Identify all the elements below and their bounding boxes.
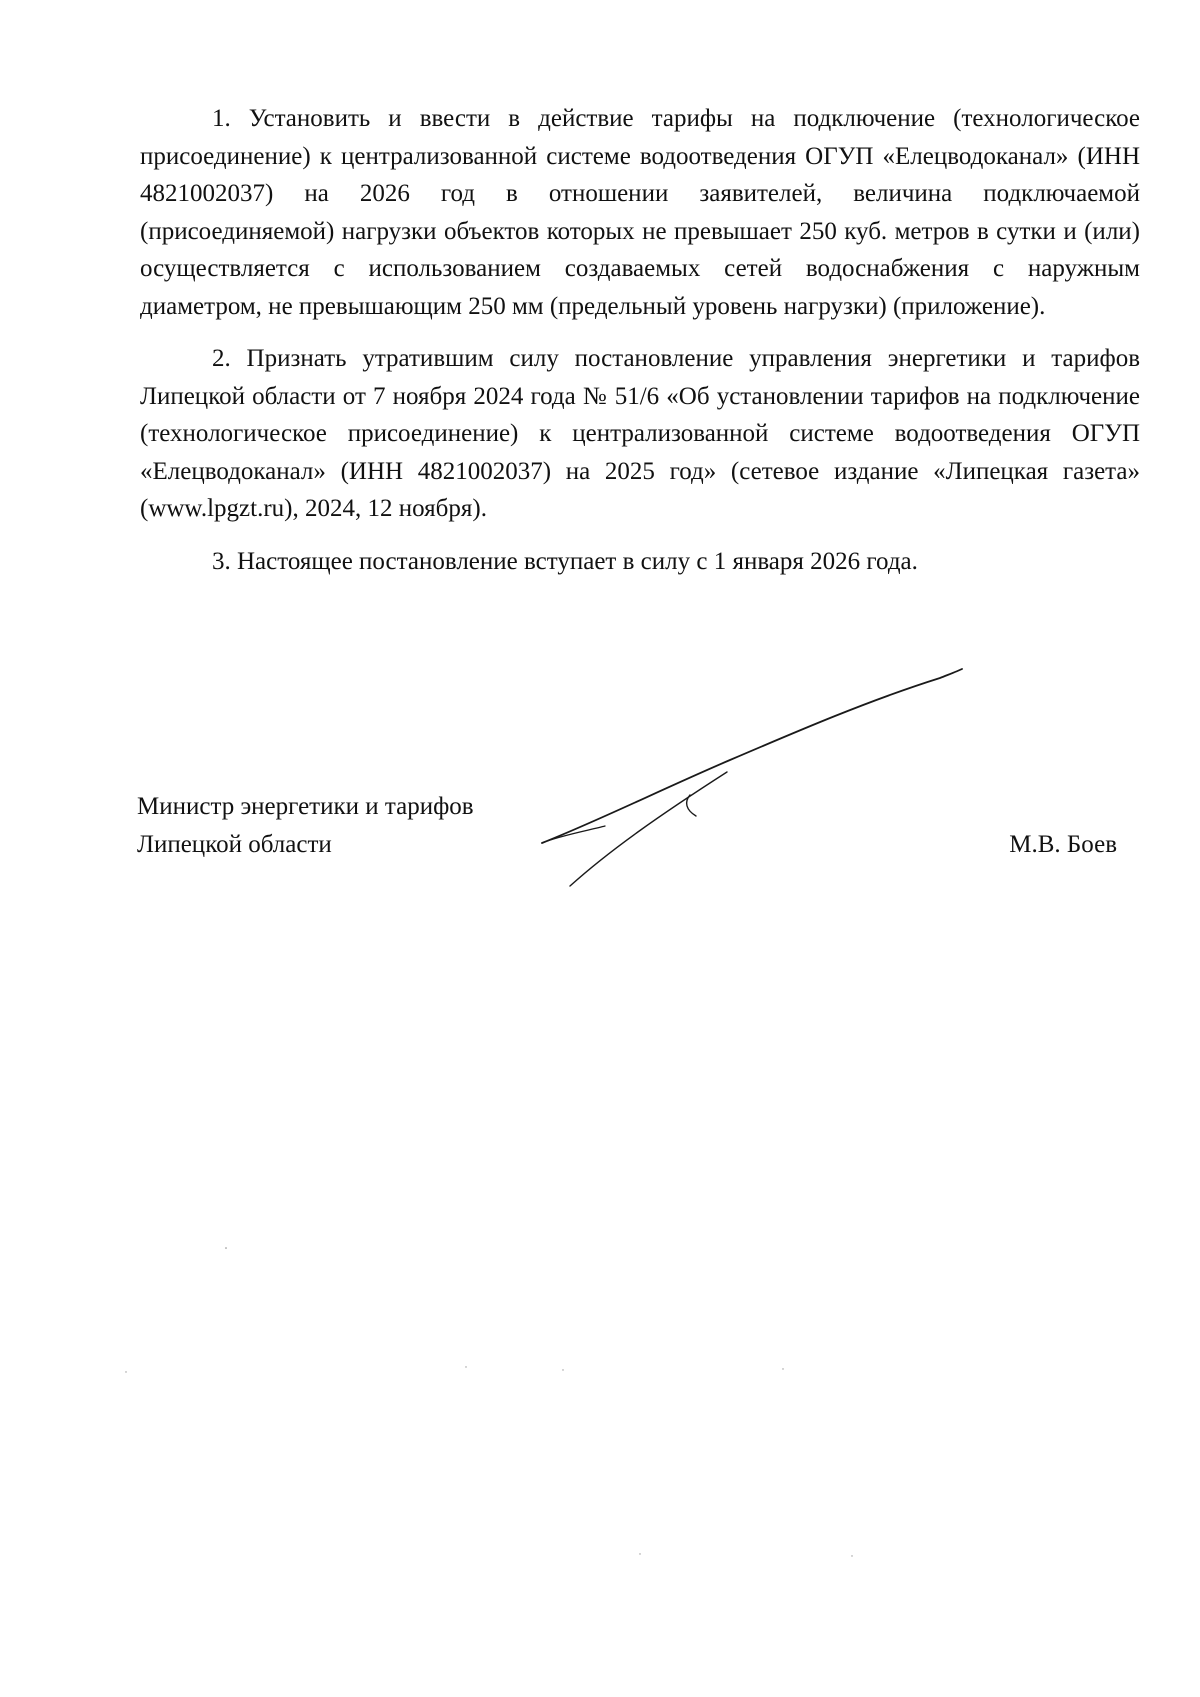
signer-name: М.В. Боев bbox=[1009, 831, 1117, 858]
paragraph-3: 3. Настоящее постановление вступает в силу с 1 января 2026 года. bbox=[212, 547, 918, 575]
paragraph-2: 2. Признать утратившим силу постановление управления энергетики и тарифов Липецкой области от 7 ноября 2024 года № 51/6 «Об установлении тарифов на подключение (технологическое присоединение) к централизованной системе водоотведения ОГУП «Елецводоканал» (ИНН 4821002037) на 2025 год» (сетевое издание «Липецкая газета» (www.lpgzt.ru), 2024, 12 ноября). bbox=[140, 345, 1140, 522]
document-body bbox=[140, 100, 1140, 595]
paragraph-1: 1. Установить и ввести в действие тарифы на подключение (технологическое присоединение) к централизованной системе водоотведения ОГУП «Елецводоканал» (ИНН 4821002037) на 2026 год в отношении заявителей, величина подключаемой (присоединяемой) нагрузки объектов которых не превышает 250 куб. метров в сутки и (или) осуществляется с использованием создаваемых сетей водоснабжения с наружным диаметром, не превышающим 250 мм (предельный уровень нагрузки) (приложение). bbox=[140, 105, 1140, 320]
signer-position bbox=[137, 788, 474, 864]
signer-position-line-1: Министр энергетики и тарифов bbox=[137, 793, 474, 820]
signature-stroke-hook bbox=[687, 795, 696, 816]
signer-position-line-2: Липецкой области bbox=[137, 831, 332, 858]
signature-stroke-tail bbox=[570, 772, 727, 886]
signature-stroke-main bbox=[542, 669, 962, 843]
signature-stroke-loop bbox=[542, 826, 605, 843]
